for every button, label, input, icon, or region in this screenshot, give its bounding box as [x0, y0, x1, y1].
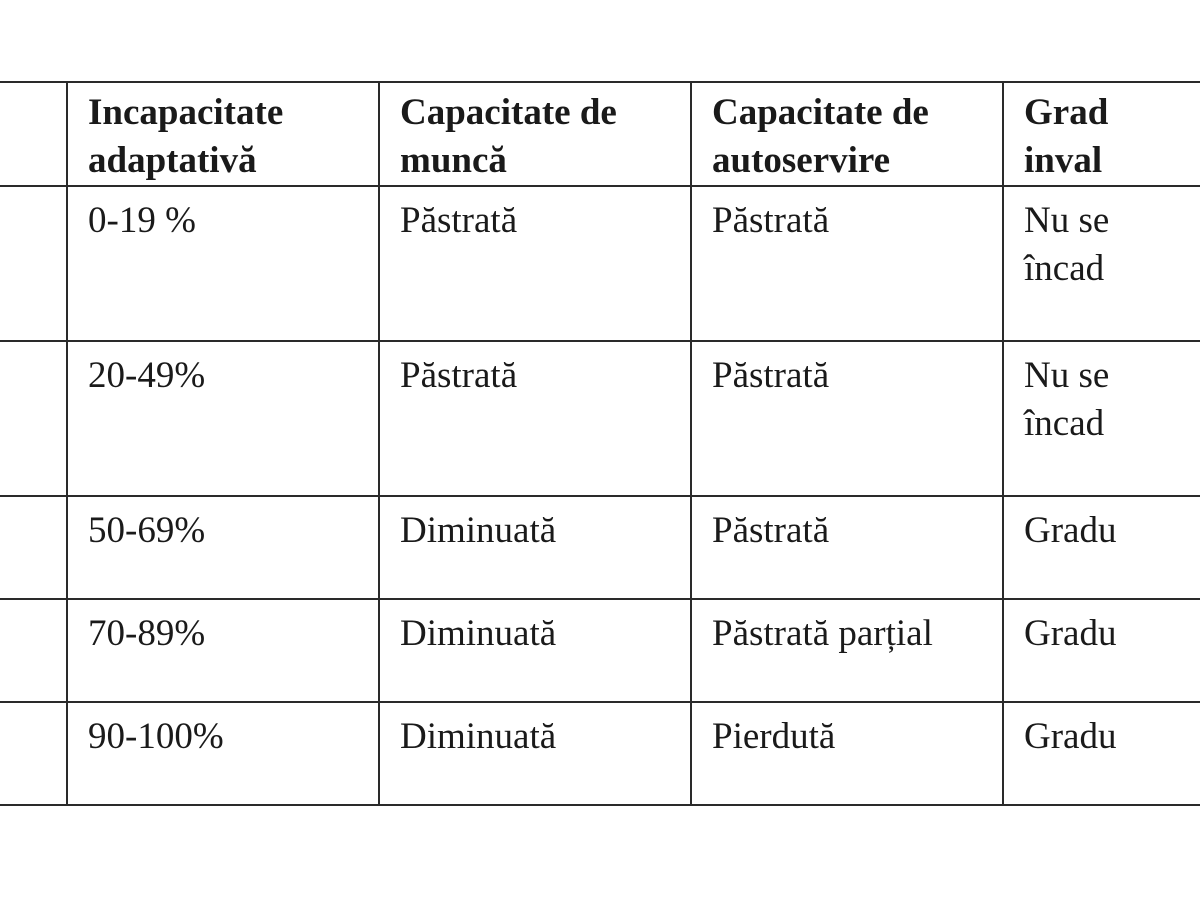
row-cell-empty — [0, 186, 67, 341]
header-line: Capacitate de — [712, 92, 929, 133]
grad-line: Nu se — [1024, 355, 1110, 396]
cell-autoservire: Păstrată — [691, 186, 1003, 341]
header-capacitate-munca — [379, 82, 691, 186]
row-cell-empty — [0, 702, 67, 805]
grad-line: încad — [1024, 248, 1105, 289]
table-row — [0, 702, 1200, 805]
cell-munca: Diminuată — [379, 702, 691, 805]
header-line: Grad — [1024, 92, 1109, 133]
header-incapacitate-adaptativa — [67, 82, 379, 186]
header-line: Capacitate de — [400, 92, 617, 133]
header-line: autoservire — [712, 140, 891, 181]
cell-grad — [1003, 496, 1200, 599]
cell-munca: Diminuată — [379, 496, 691, 599]
cell-incapacitate: 0-19 % — [67, 186, 379, 341]
table-row — [0, 496, 1200, 599]
cell-incapacitate: 90-100% — [67, 702, 379, 805]
header-line: muncă — [400, 140, 507, 181]
grad-line: Nu se — [1024, 200, 1110, 241]
header-line: inval — [1024, 140, 1103, 181]
row-cell-empty — [0, 341, 67, 496]
cell-grad — [1003, 186, 1200, 341]
grad-line: Gradu — [1024, 510, 1117, 551]
cell-autoservire: Pierdută — [691, 702, 1003, 805]
row-cell-empty — [0, 496, 67, 599]
cell-incapacitate: 70-89% — [67, 599, 379, 702]
table-row — [0, 599, 1200, 702]
cell-incapacitate: 50-69% — [67, 496, 379, 599]
cell-munca: Păstrată — [379, 341, 691, 496]
header-line: adaptativă — [88, 140, 257, 181]
grad-line: Gradu — [1024, 613, 1117, 654]
cell-autoservire: Păstrată — [691, 496, 1003, 599]
grad-line: Gradu — [1024, 716, 1117, 757]
cell-autoservire: Păstrată parțial — [691, 599, 1003, 702]
header-capacitate-autoservire — [691, 82, 1003, 186]
header-line: Incapacitate — [88, 92, 284, 133]
cell-grad — [1003, 702, 1200, 805]
cell-munca: Diminuată — [379, 599, 691, 702]
cell-grad — [1003, 341, 1200, 496]
cell-autoservire: Păstrată — [691, 341, 1003, 496]
cell-incapacitate: 20-49% — [67, 341, 379, 496]
disability-degree-table — [0, 81, 1200, 806]
grad-line: încad — [1024, 403, 1105, 444]
header-grad-invaliditate — [1003, 82, 1200, 186]
table-header-row — [0, 82, 1200, 186]
cell-grad — [1003, 599, 1200, 702]
table-row — [0, 186, 1200, 341]
cell-munca: Păstrată — [379, 186, 691, 341]
row-cell-empty — [0, 599, 67, 702]
table-row — [0, 341, 1200, 496]
header-cell-empty — [0, 82, 67, 186]
